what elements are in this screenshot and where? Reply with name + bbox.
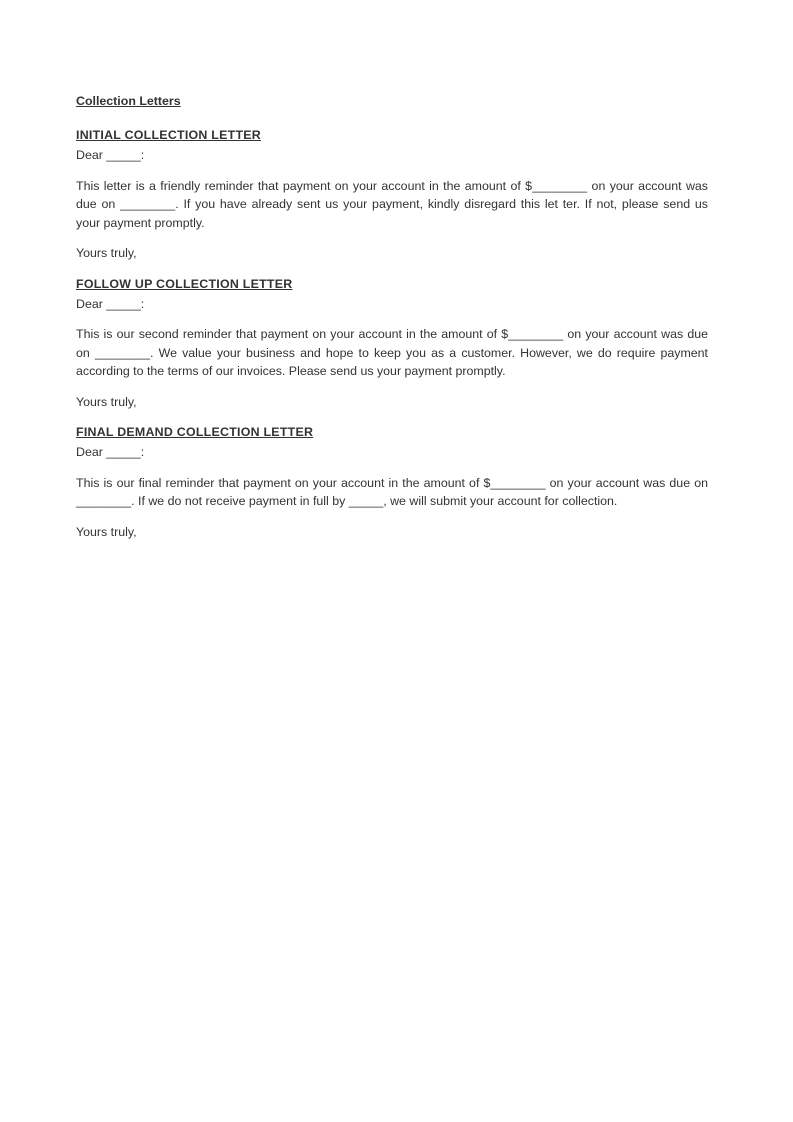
salutation: Dear _____: — [76, 296, 145, 311]
section-heading: FINAL DEMAND COLLECTION LETTER — [76, 425, 314, 439]
closing: Yours truly, — [76, 394, 137, 409]
document-page — [76, 93, 708, 541]
salutation: Dear _____: — [76, 148, 145, 162]
letter-final-demand-collection — [76, 424, 708, 541]
salutation: Dear _____: — [76, 445, 145, 459]
document-title: Collection Letters — [76, 94, 181, 108]
closing: Yours truly, — [76, 524, 137, 539]
letter-body: This is our final reminder that payment on your account in the amount of $________ on your account was due on ________. If we do not receive payment in full by _____, we will submit your account for collection. — [76, 475, 708, 508]
letter-body: This letter is a friendly reminder that payment on your account in the amount of $________ on your account was due on ________. If you have already sent us your payment, kindly disregard this let ter. If not, please send us your payment promptly. — [76, 178, 708, 230]
letter-body: This is our second reminder that payment on your account in the amount of $________ on your account was due on ________. We value your business and hope to keep you as a customer. However, we do require payment according to the terms of our invoices. Please send us your payment promptly. — [76, 327, 708, 378]
letter-initial-collection — [76, 127, 708, 263]
letter-follow-up-collection — [76, 276, 708, 412]
closing: Yours truly, — [76, 246, 137, 260]
section-heading: FOLLOW UP COLLECTION LETTER — [76, 276, 293, 291]
section-heading: INITIAL COLLECTION LETTER — [76, 128, 261, 142]
